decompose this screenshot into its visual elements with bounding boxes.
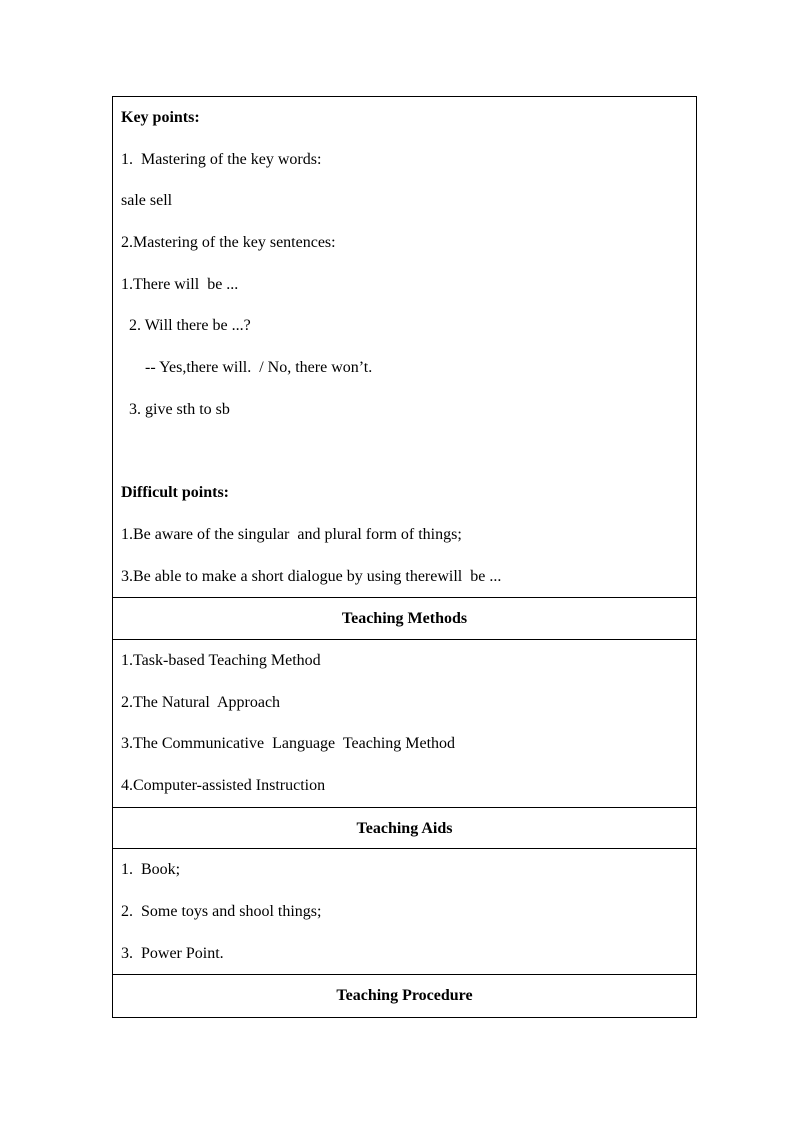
difficult-points-line: 3.Be able to make a short dialogue by using therewill be ... bbox=[121, 567, 502, 585]
teaching-aid-item: 3. Power Point. bbox=[121, 944, 224, 962]
teaching-methods-cell bbox=[113, 640, 696, 808]
lesson-plan-table bbox=[112, 96, 697, 1018]
teaching-method-item: 2.The Natural Approach bbox=[121, 693, 281, 711]
teaching-methods-header: Teaching Methods bbox=[113, 598, 696, 640]
key-points-line: 1. Mastering of the key words: bbox=[121, 150, 322, 168]
difficult-points-line: 1.Be aware of the singular and plural form of things; bbox=[121, 525, 462, 543]
key-points-line: 3. give sth to sb bbox=[121, 400, 230, 418]
key-points-line: 2.Mastering of the key sentences: bbox=[121, 234, 336, 252]
difficult-points-heading: Difficult points: bbox=[121, 484, 229, 502]
teaching-aids-cell bbox=[113, 849, 696, 975]
key-points-cell bbox=[113, 97, 696, 598]
teaching-procedure-header: Teaching Procedure bbox=[336, 987, 473, 1005]
teaching-aid-item: 2. Some toys and shool things; bbox=[121, 903, 322, 921]
key-points-line: 2. Will there be ...? bbox=[121, 317, 251, 335]
blank-line bbox=[121, 431, 696, 473]
teaching-aids-header: Teaching Aids bbox=[113, 808, 696, 850]
teaching-method-item: 1.Task-based Teaching Method bbox=[121, 651, 321, 669]
key-points-heading: Key points: bbox=[121, 109, 200, 126]
teaching-method-item: 4.Computer-assisted Instruction bbox=[121, 777, 326, 794]
teaching-method-item: 3.The Communicative Language Teaching Method bbox=[121, 735, 456, 753]
key-points-line: 1.There will be ... bbox=[121, 275, 239, 293]
key-points-line: sale sell bbox=[121, 192, 173, 210]
teaching-aid-item: 1. Book; bbox=[121, 861, 181, 879]
key-points-line: -- Yes,there will. / No, there won’t. bbox=[121, 359, 373, 377]
